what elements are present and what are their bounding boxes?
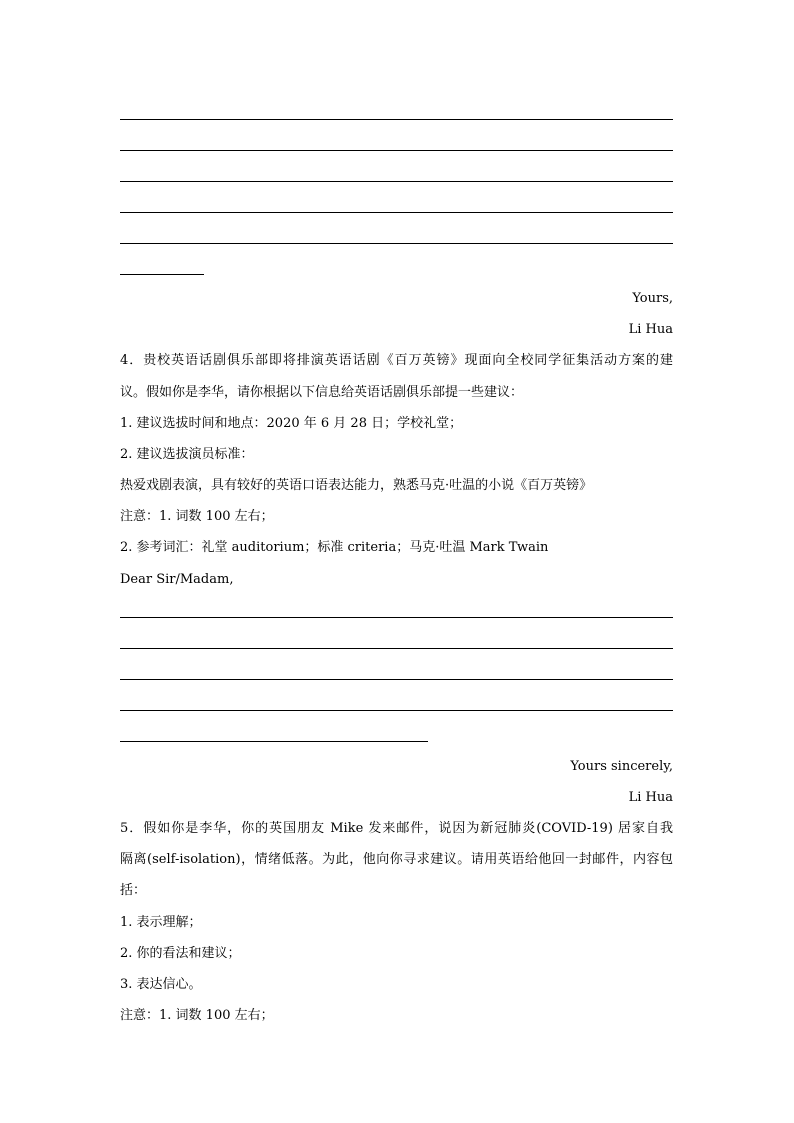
writing-line [120,243,673,244]
writing-line-short [120,741,428,742]
q5-item-1: 1. 表示理解； [120,915,202,930]
q5-prompt-line-2: 隔离(self-isolation)，情绪低落。为此，他向你寻求建议。请用英语给他回一封邮件，内容包 [120,852,673,867]
q4-salutation: Dear Sir/Madam, [120,572,234,587]
q4-prompt-line-2: 议。假如你是李华，请你根据以下信息给英语话剧俱乐部提一些建议： [120,385,524,400]
writing-line [120,617,673,618]
writing-line [120,181,673,182]
writing-line [120,150,673,151]
q4-prompt-line-1: 4．贵校英语话剧俱乐部即将排演英语话剧《百万英镑》现面向全校同学征集活动方案的建 [120,353,673,368]
q5-item-2: 2. 你的看法和建议； [120,946,241,961]
q4-item-2: 2. 建议选拔演员标准： [120,447,254,462]
writing-line [120,648,673,649]
q4-closing: Yours sincerely, [570,759,673,774]
q5-prompt-line-1: 5．假如你是李华，你的英国朋友 Mike 发来邮件，说因为新冠肺炎(COVID-19) 居家自我 [120,821,673,836]
writing-line [120,679,673,680]
q4-item-1: 1. 建议选拔时间和地点：2020 年 6 月 28 日；学校礼堂； [120,416,463,431]
q5-note-1: 注意：1. 词数 100 左右； [120,1008,274,1023]
q4-signature: Li Hua [628,790,673,805]
letter-closing: Yours, [632,291,673,306]
writing-line [120,710,673,711]
writing-line [120,119,673,120]
writing-line [120,212,673,213]
writing-line-short [120,274,204,275]
q4-note-2: 2. 参考词汇：礼堂 auditorium；标准 criteria；马克·吐温 Mark Twain [120,540,549,555]
q5-item-3: 3. 表达信心。 [120,977,202,992]
q5-prompt-line-3: 括： [120,883,147,898]
letter-signature: Li Hua [628,322,673,337]
q4-item-2-detail: 热爱戏剧表演，具有较好的英语口语表达能力，熟悉马克·吐温的小说《百万英镑》 [120,478,593,493]
q4-note-1: 注意：1. 词数 100 左右； [120,509,274,524]
